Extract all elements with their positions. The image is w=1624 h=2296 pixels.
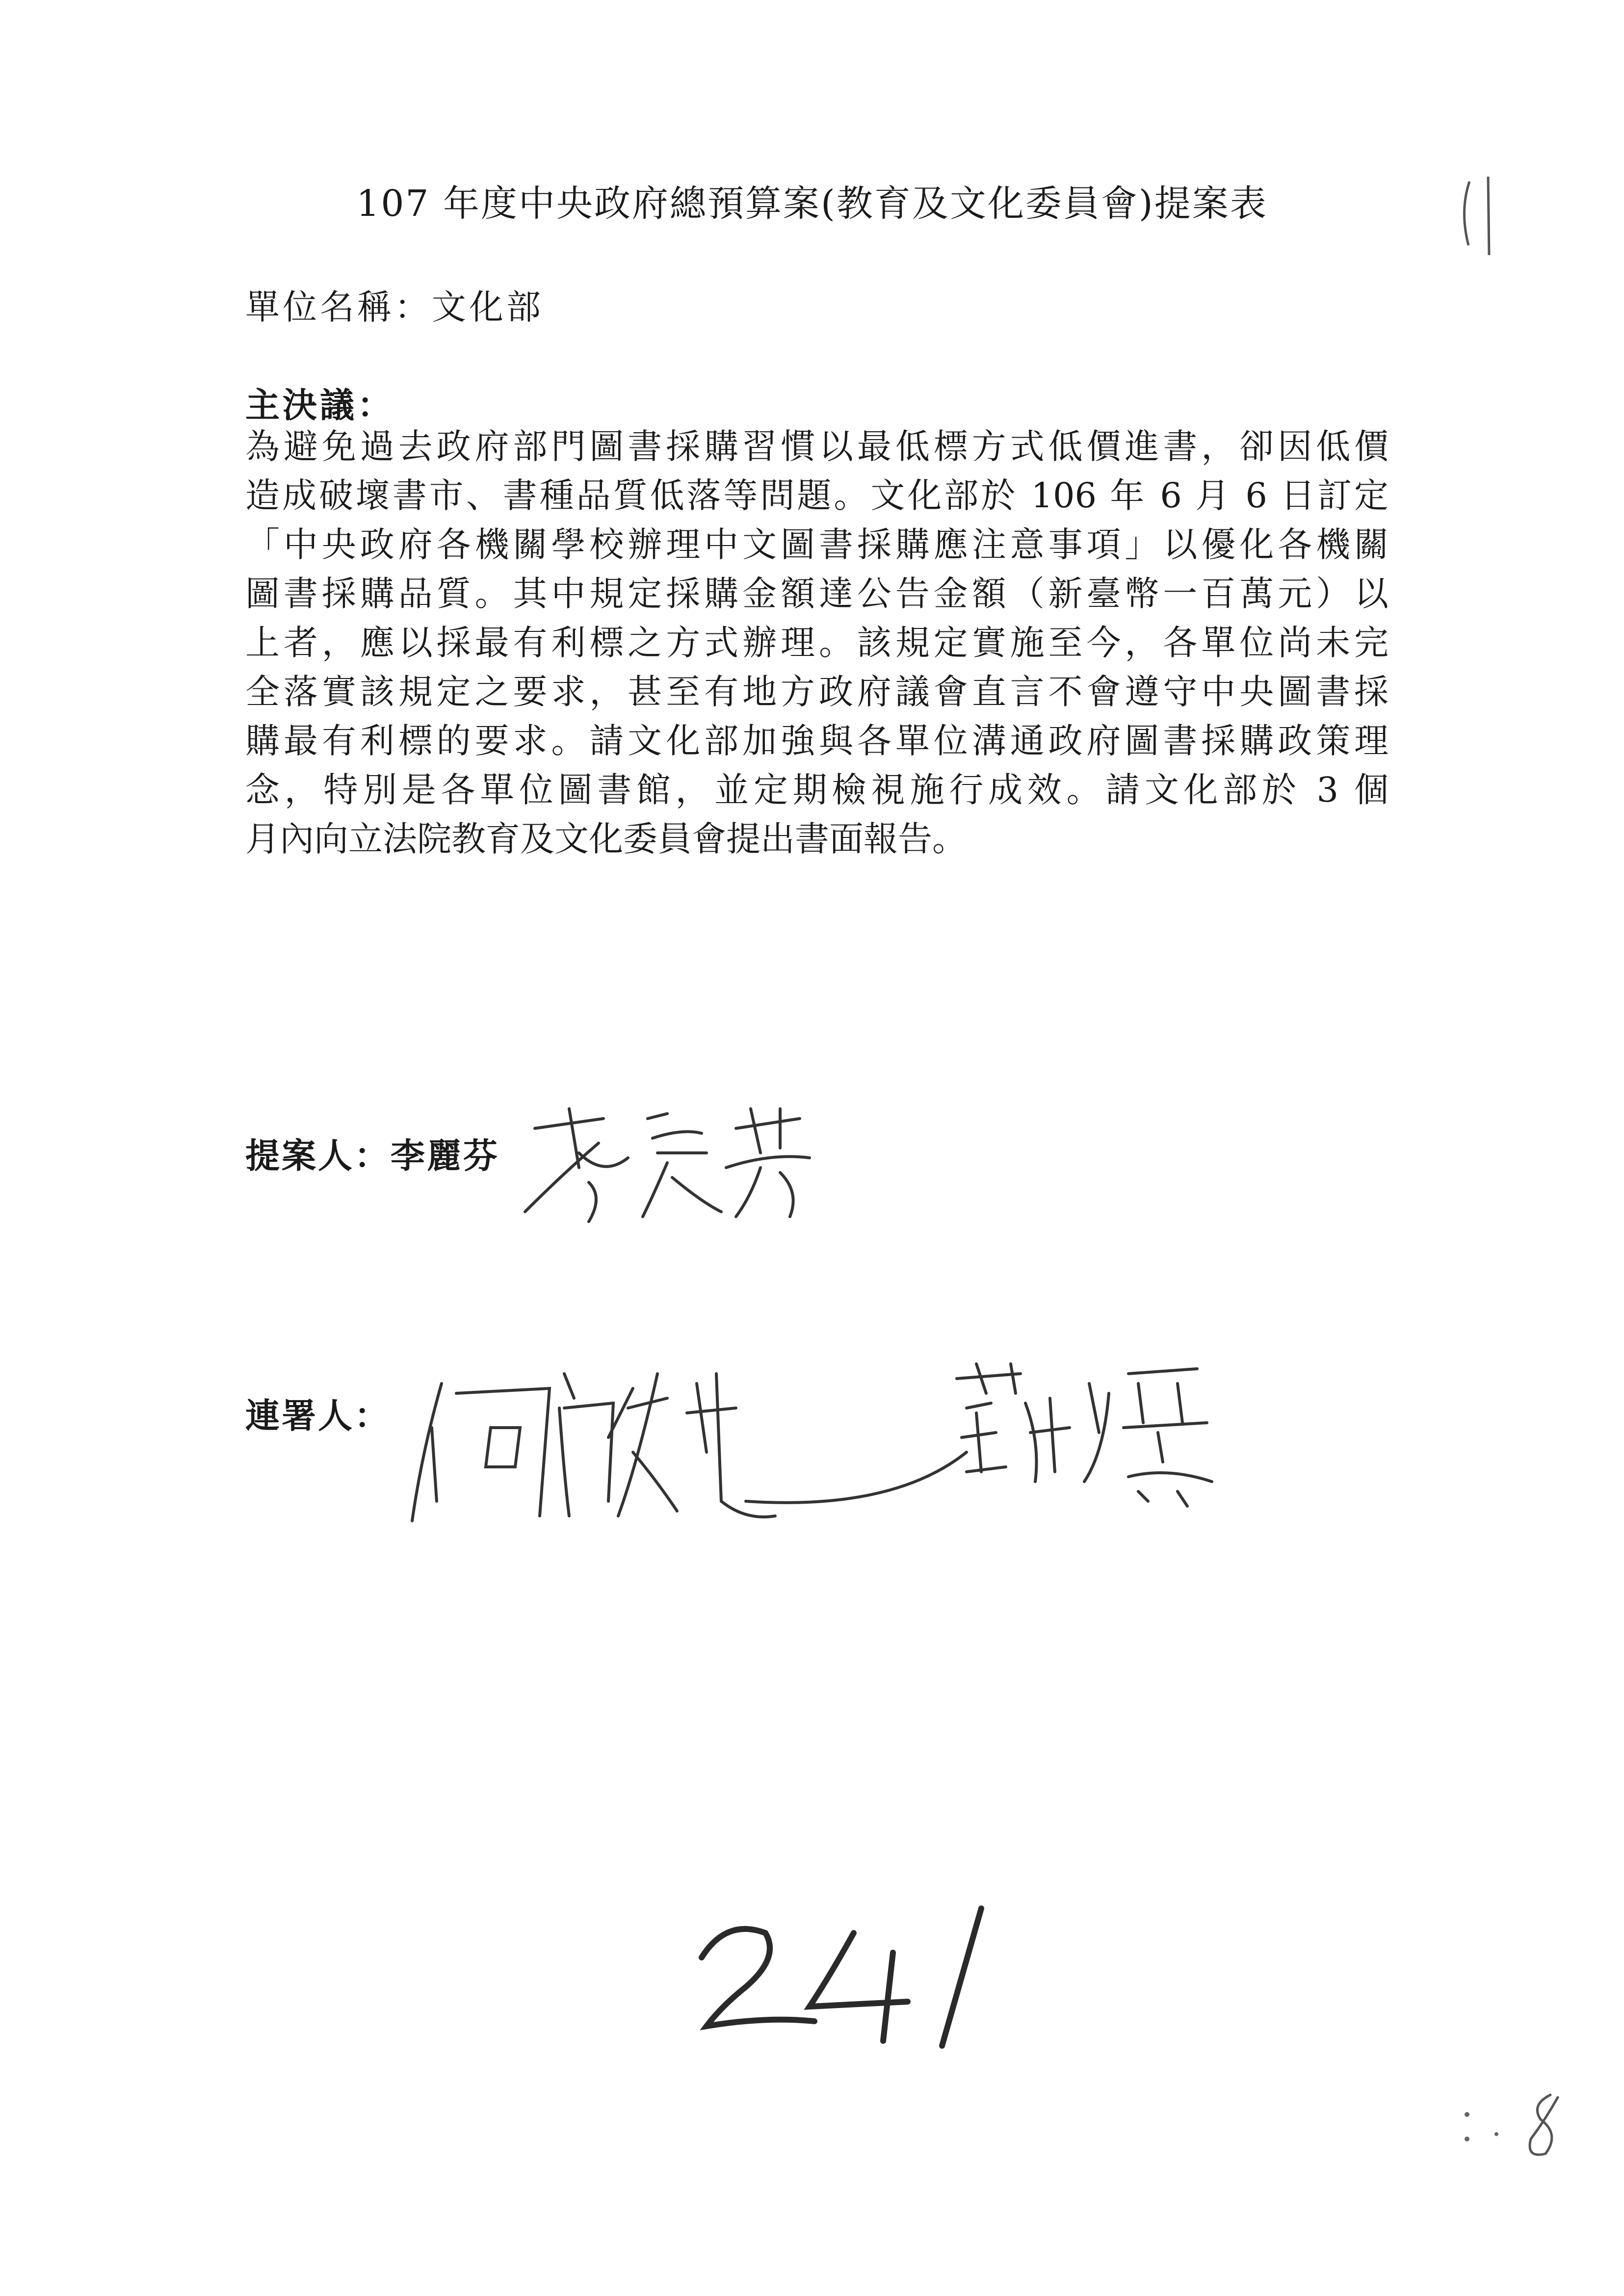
resolution-line: 「中央政府各機關學校辦理中文圖書採購應注意事項」以優化各機關 (245, 524, 1388, 565)
resolution-line: 為避免過去政府部門圖書採購習慣以最低標方式低價進書，卻因低價 (245, 426, 1388, 467)
cosigner-signature-2 (957, 1364, 1212, 1506)
resolution-line: 念，特別是各單位圖書館，並定期檢視施行成效。請文化部於 3 個 (245, 770, 1388, 810)
unit-label: 單位名稱： (245, 287, 432, 327)
handwritten-page-number (687, 1904, 991, 2051)
resolution-line: 全落實該規定之要求，甚至有地方政府議會直言不會遵守中央圖書採 (245, 672, 1388, 712)
document-title: 107 年度中央政府總預算案(教育及文化委員會)提案表 (356, 183, 1268, 225)
unit-value: 文化部 (432, 287, 544, 327)
resolution-heading: 主決議： (245, 385, 394, 425)
resolution-line: 上者，應以採最有利標之方式辦理。該規定實施至今，各單位尚未完 (245, 623, 1388, 663)
proposer-signature (505, 1099, 829, 1226)
cosigner-signatures (402, 1354, 1246, 1531)
resolution-line: 月內向立法院教育及文化委員會提出書面報告。 (245, 819, 967, 859)
unit-line (245, 280, 544, 329)
cosigner-row (245, 1388, 391, 1438)
proposer-label: 提案人： (245, 1135, 391, 1176)
proposer-row (245, 1128, 499, 1178)
resolution-line: 圖書採購品質。其中規定採購金額達公告金額（新臺幣一百萬元）以 (245, 574, 1388, 614)
handwritten-side-number (1452, 2085, 1580, 2164)
resolution-line: 購最有利標的要求。請文化部加強與各單位溝通政府圖書採購政策理 (245, 721, 1388, 761)
resolution-body (245, 422, 1388, 863)
resolution-line: 造成破壞書市、書種品質低落等問題。文化部於 106 年 6 月 6 日訂定 (245, 475, 1388, 516)
cosigner-signature-1 (412, 1374, 967, 1521)
proposer-name: 李麗芬 (391, 1135, 499, 1176)
cosigner-label: 連署人： (245, 1395, 391, 1436)
handwritten-corner-mark (1450, 172, 1504, 260)
